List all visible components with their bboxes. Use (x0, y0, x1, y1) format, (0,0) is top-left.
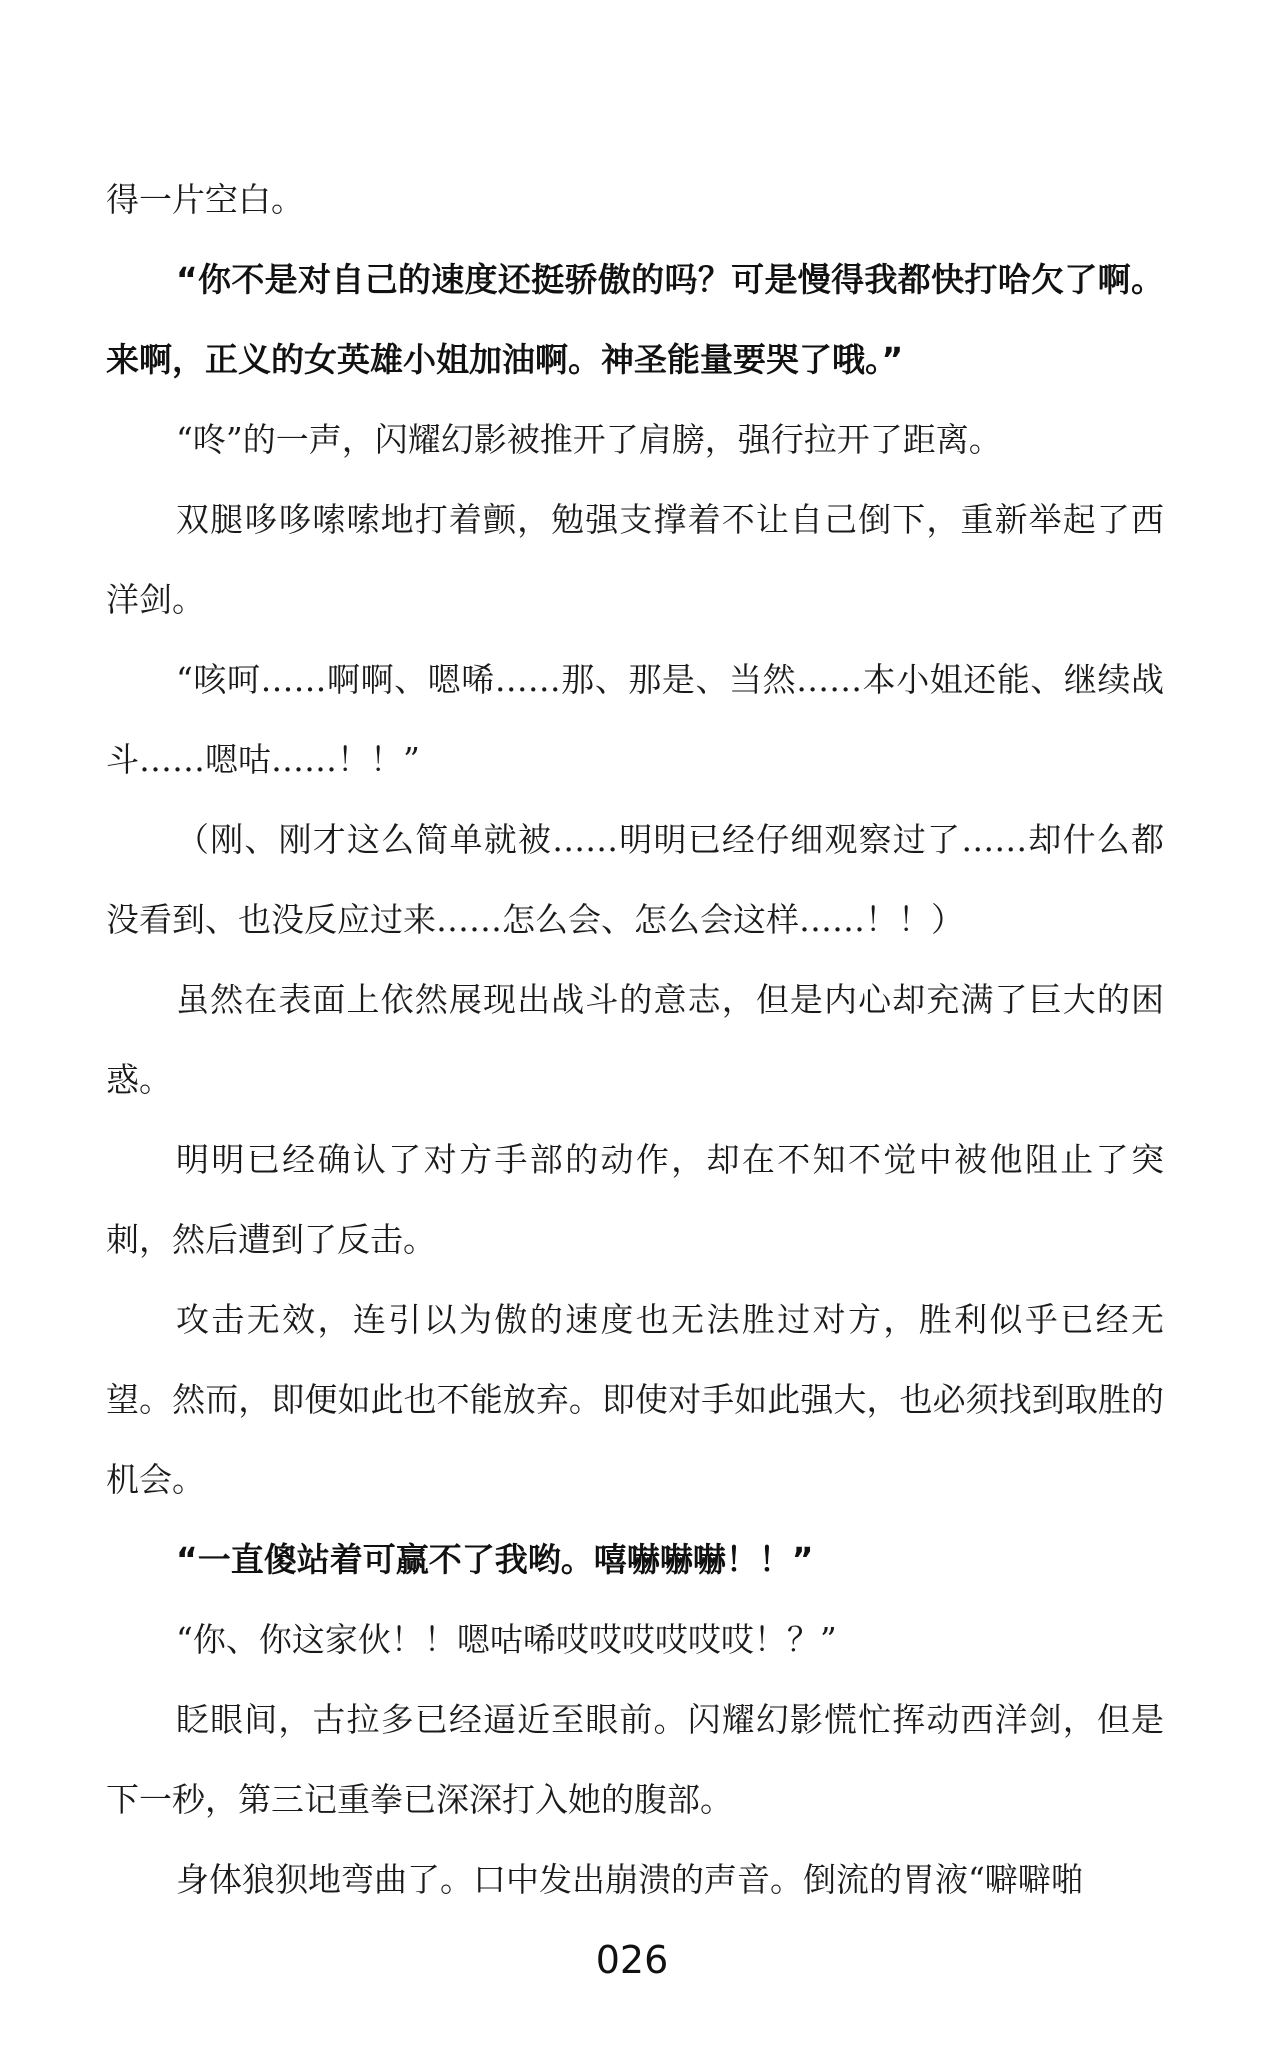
paragraph: 双腿哆哆嗦嗦地打着颤，勉强支撑着不让自己倒下，重新举起了西洋剑。 (106, 500, 1164, 619)
paragraph-continuation: 得一片空白。 (106, 180, 304, 219)
paragraph-dialogue-villain: “一直傻站着可赢不了我哟。嘻嚇嚇嚇！！” (176, 1540, 814, 1579)
paragraph: 身体狼狈地弯曲了。口中发出崩溃的声音。倒流的胃液“噼噼啪 (176, 1860, 1084, 1899)
paragraph: 攻击无效，连引以为傲的速度也无法胜过对方，胜利似乎已经无望。然而，即便如此也不能放弃。即使对手如此强大，也必须找到取胜的机会。 (106, 1300, 1164, 1499)
paragraph: “咚”的一声，闪耀幻影被推开了肩膀，强行拉开了距离。 (176, 420, 1002, 459)
paragraph-dialogue: “咳呵……啊啊、嗯唏……那、那是、当然……本小姐还能、继续战斗……嗯咕……！！” (106, 660, 1164, 779)
paragraph-dialogue: “你、你这家伙！！嗯咕唏哎哎哎哎哎哎！？” (176, 1620, 837, 1659)
paragraph: 明明已经确认了对方手部的动作，却在不知不觉中被他阻止了突刺，然后遭到了反击。 (106, 1140, 1164, 1259)
page-number: 026 (595, 1938, 669, 1982)
paragraph-dialogue-villain: “你不是对自己的速度还挺骄傲的吗？可是慢得我都快打哈欠了啊。来啊，正义的女英雄小姐加油啊。神圣能量要哭了哦。” (106, 260, 1164, 379)
paragraph: 眨眼间，古拉多已经逼近至眼前。闪耀幻影慌忙挥动西洋剑，但是下一秒，第三记重拳已深深打入她的腹部。 (106, 1700, 1164, 1819)
body-text (106, 160, 1164, 1920)
paragraph: 虽然在表面上依然展现出战斗的意志，但是内心却充满了巨大的困惑。 (106, 980, 1164, 1099)
paragraph-thought: （刚、刚才这么简单就被……明明已经仔细观察过了……却什么都没看到、也没反应过来……怎么会、怎么会这样……！！） (106, 820, 1164, 939)
